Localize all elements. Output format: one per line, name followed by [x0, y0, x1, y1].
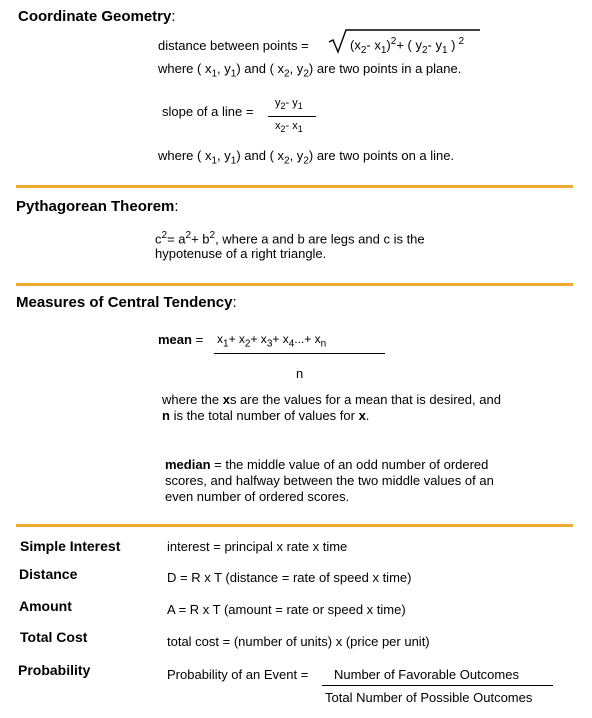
- slope-fraction-bar: [268, 116, 316, 117]
- pythagorean-heading: Pythagorean Theorem:: [16, 198, 179, 215]
- probability-formula: Probability of an Event =: [167, 667, 309, 682]
- probability-fraction-bar: [322, 685, 553, 686]
- simple-interest-formula: interest = principal x rate x time: [167, 539, 348, 554]
- mean-denominator: n: [296, 366, 304, 381]
- pythagorean-text-line2: hypotenuse of a right triangle.: [155, 246, 327, 261]
- total-cost-label: Total Cost: [20, 629, 88, 645]
- distance-label: distance between points =: [158, 38, 309, 53]
- mean-fraction-bar: [214, 353, 385, 354]
- amount-label: Amount: [19, 598, 72, 614]
- mean-numerator: $x_1+ x_2+ x_3+ x_4...+ x_n$: [217, 332, 327, 350]
- mean-where-line1: where the xs are the values for a mean that is desired, and: [162, 392, 501, 407]
- central-tendency-heading: Measures of Central Tendency:: [16, 294, 237, 311]
- heading-colon: :: [171, 8, 176, 25]
- amount-formula: A = R x T (amount = rate or speed x time): [167, 602, 406, 617]
- slope-label: slope of a line =: [162, 104, 254, 119]
- probability-label: Probability: [18, 662, 91, 678]
- median-line1: median = the middle value of an odd number of ordered: [165, 457, 489, 472]
- probability-denominator: Total Number of Possible Outcomes: [325, 690, 533, 705]
- section-divider: [16, 283, 573, 286]
- section-divider: [16, 524, 573, 527]
- total-cost-formula: total cost = (number of units) x (price per unit): [167, 634, 430, 649]
- slope-numerator: $y_2-$ $y_1$: [275, 97, 303, 112]
- distance-label: Distance: [19, 566, 78, 582]
- slope-where-text: where ( $x_1$, $y_1$) and ( $x_2$, $y_2$) are two points on a line.: [158, 148, 455, 167]
- section-divider: [16, 185, 573, 188]
- distance-formula-text: D = R x T (distance = rate of speed x time): [167, 570, 412, 585]
- median-line2: scores, and halfway between the two middle values of an: [165, 473, 494, 488]
- distance-where-text: where ( $x_1$, $y_1$) and ( $x_2$, $y_2$) are two points in a plane.: [158, 61, 462, 80]
- simple-interest-label: Simple Interest: [20, 538, 121, 554]
- slope-denominator: $x_2-$ $x_1$: [275, 120, 303, 135]
- distance-formula: ($x_2-$ $x_1)^2+$ ( $y_2-$ $y_1$ ) $^2$: [350, 36, 465, 56]
- pythagorean-equation: $c^2= a^2+ b^2$, where a and b are legs and c is the: [155, 230, 425, 247]
- mean-label: mean =: [158, 332, 204, 347]
- probability-numerator: Number of Favorable Outcomes: [334, 667, 519, 682]
- median-line3: even number of ordered scores.: [165, 489, 350, 504]
- coordinate-geometry-heading: Coordinate Geometry:: [18, 8, 176, 25]
- mean-where-line2: n is the total number of values for x.: [162, 408, 370, 423]
